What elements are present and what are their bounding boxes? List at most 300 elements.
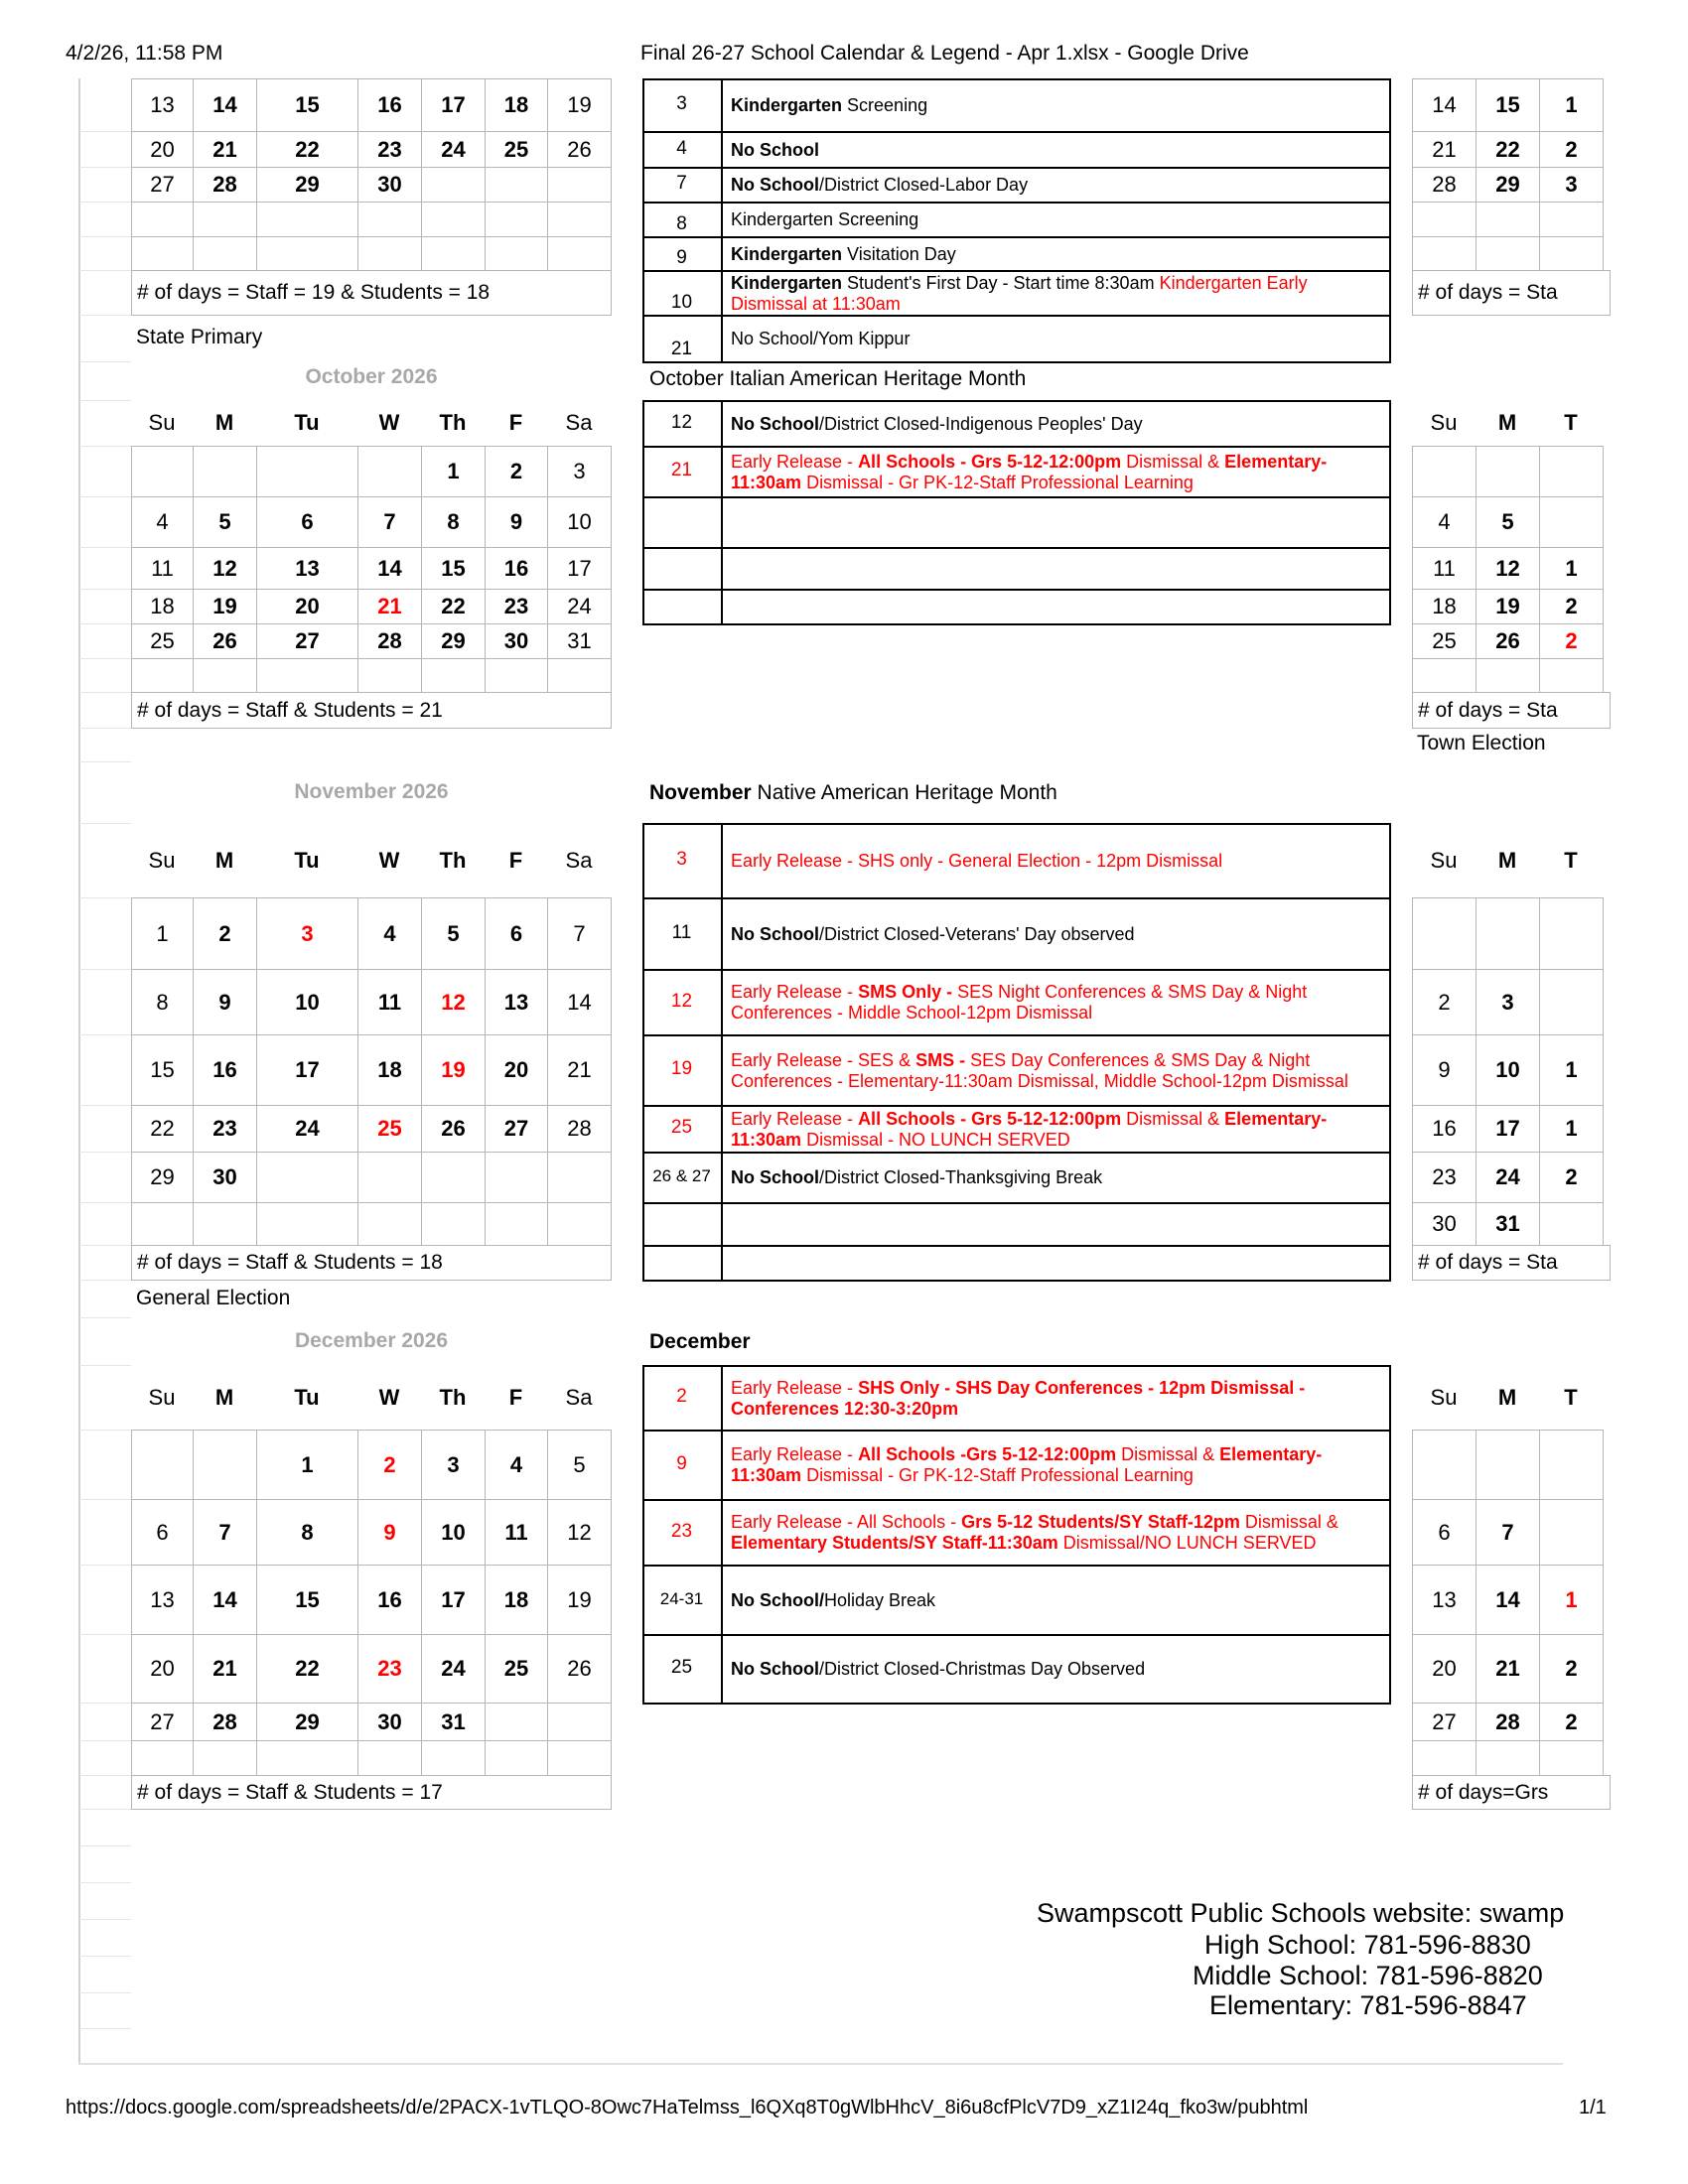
calendar-day-cell: 21: [193, 1634, 257, 1704]
calendar-empty-cell: [485, 1740, 548, 1776]
legend-description-text: [731, 1659, 1145, 1680]
legend-emphasis-text: No School: [731, 1167, 819, 1187]
calendar-day-cell: 25: [357, 1105, 422, 1153]
calendar-day-cell: 14: [1412, 78, 1477, 132]
calendar-note: State Primary: [136, 326, 263, 348]
calendar-day-cell: 27: [131, 1703, 194, 1741]
legend-date: 4: [642, 131, 723, 169]
calendar-note: General Election: [136, 1287, 291, 1309]
calendar-day-cell: 23: [357, 131, 422, 168]
days-count: # of days = Staff = 19 & Students = 18: [131, 270, 612, 316]
legend-text: Dismissal &: [1121, 451, 1225, 472]
weekday-header: F: [508, 1384, 523, 1410]
calendar-day-cell: 3: [421, 1430, 486, 1500]
calendar-day-cell: 18: [485, 78, 548, 132]
legend-description: [723, 1034, 1391, 1107]
weekday-header: Su: [1430, 1384, 1458, 1410]
calendar-day-cell: 2: [193, 897, 257, 970]
calendar-empty-cell: [357, 1740, 422, 1776]
calendar-day-cell: 8: [256, 1499, 358, 1566]
legend-description: [723, 315, 1391, 363]
legend-description-text: [731, 1167, 1102, 1188]
legend-description-text: [731, 851, 1222, 872]
calendar-day-cell: 2: [357, 1430, 422, 1500]
legend-description-text: [731, 452, 1383, 493]
calendar-day-cell: 15: [421, 547, 486, 590]
legend-date: [642, 1202, 723, 1247]
legend-date: [642, 547, 723, 591]
calendar-day-cell: 19: [421, 1034, 486, 1106]
calendar-day-cell: 4: [485, 1430, 548, 1500]
calendar-day-cell: 11: [131, 547, 194, 590]
calendar-empty-cell: [547, 236, 612, 271]
legend-description-text: [731, 95, 927, 116]
sheet-gridline: [79, 547, 131, 548]
sheet-bottom-border: [78, 2063, 1563, 2065]
page-number: 1/1: [1579, 2097, 1607, 2118]
calendar-empty-cell: [547, 202, 612, 237]
sheet-gridline: [79, 2028, 131, 2029]
calendar-empty-cell: [1412, 446, 1477, 497]
calendar-empty-cell: [357, 1152, 422, 1203]
legend-emphasis-text: Kindergarten: [731, 243, 843, 264]
calendar-day-cell: 3: [547, 446, 612, 497]
calendar-day-cell: 24: [421, 131, 486, 168]
legend-description: [723, 589, 1391, 625]
legend-description: [723, 1152, 1391, 1204]
calendar-day-cell: 19: [193, 589, 257, 624]
legend-text: Early Release -: [731, 451, 859, 472]
sheet-gridline: [79, 131, 131, 132]
calendar-day-cell: 15: [256, 78, 358, 132]
calendar-day-cell: 8: [131, 969, 194, 1035]
calendar-note: Town Election: [1417, 732, 1546, 754]
calendar-day-cell: 1: [1539, 547, 1604, 590]
calendar-day-cell: 28: [547, 1105, 612, 1153]
calendar-day-cell: 18: [485, 1565, 548, 1635]
calendar-day-cell: 5: [193, 496, 257, 548]
calendar-day-cell: 20: [131, 1634, 194, 1704]
calendar-day-cell: 29: [256, 167, 358, 203]
weekday-header: Sa: [565, 847, 593, 873]
legend-date: 23: [642, 1499, 723, 1567]
days-count: # of days = Sta: [1412, 692, 1611, 729]
legend-description-text: [731, 414, 1143, 435]
calendar-day-cell: 12: [193, 547, 257, 590]
legend-description-text: [731, 1590, 935, 1611]
calendar-day-cell: 31: [1476, 1202, 1540, 1246]
calendar-day-cell: 21: [357, 589, 422, 624]
legend-text: Kindergarten Early Dismissal at 11:30am: [731, 272, 1308, 314]
calendar-day-cell: 1: [1539, 1034, 1604, 1106]
legend-heading: December: [649, 1330, 751, 1353]
legend-description-text: [731, 209, 918, 230]
weekday-header: Tu: [294, 847, 320, 873]
calendar-empty-cell: [193, 1430, 257, 1500]
calendar-day-cell: 30: [485, 623, 548, 659]
legend-description-text: [731, 1512, 1383, 1554]
legend-date: 11: [642, 897, 723, 971]
calendar-day-cell: 15: [131, 1034, 194, 1106]
calendar-empty-cell: [357, 658, 422, 693]
calendar-day-cell: 13: [1412, 1565, 1477, 1635]
calendar-day-cell: 26: [547, 1634, 612, 1704]
days-count: # of days = Staff & Students = 17: [131, 1775, 612, 1810]
sheet-gridline: [79, 1365, 131, 1366]
legend-date: 2: [642, 1365, 723, 1432]
calendar-day-cell: 25: [131, 623, 194, 659]
calendar-day-cell: 10: [1476, 1034, 1540, 1106]
calendar-empty-cell: [357, 202, 422, 237]
legend-text: Dismissal &: [1239, 1512, 1338, 1532]
calendar-day-cell: 6: [131, 1499, 194, 1566]
middle-school-phone: Middle School: 781-596-8820: [1193, 1961, 1543, 1990]
legend-text: /District Closed-Labor Day: [819, 175, 1029, 195]
legend-emphasis-text: Elementary-11:30am: [731, 451, 1328, 492]
calendar-empty-cell: [485, 167, 548, 203]
legend-emphasis-text: No School: [731, 175, 819, 195]
calendar-empty-cell: [547, 1152, 612, 1203]
sheet-gridline: [79, 1034, 131, 1035]
legend-description: [723, 167, 1391, 204]
calendar-day-cell: 12: [421, 969, 486, 1035]
weekday-header: Th: [439, 410, 467, 435]
calendar-day-cell: 3: [1476, 969, 1540, 1035]
legend-text: SES Day Conferences & SMS Day & Night Conferences - Elementary-11:30am Dismissal, Middle School-12pm Dismissal: [731, 1049, 1348, 1091]
legend-description-text: [731, 1109, 1383, 1151]
calendar-day-cell: 22: [131, 1105, 194, 1153]
calendar-day-cell: 13: [131, 1565, 194, 1635]
weekday-header: F: [508, 847, 523, 873]
calendar-day-cell: 15: [256, 1565, 358, 1635]
weekday-header: W: [378, 410, 400, 435]
calendar-day-cell: 1: [1539, 1565, 1604, 1635]
legend-emphasis-text: Grs 5-12 Students/SY Staff-12pm: [961, 1512, 1240, 1532]
sheet-gridline: [79, 728, 131, 729]
days-count: # of days = Sta: [1412, 270, 1611, 316]
legend-date: 7: [642, 167, 723, 204]
print-datetime: 4/2/26, 11:58 PM: [66, 42, 223, 65]
legend-date: [642, 1245, 723, 1282]
calendar-day-cell: 5: [1476, 496, 1540, 548]
calendar-day-cell: 16: [357, 78, 422, 132]
calendar-day-cell: 29: [131, 1152, 194, 1203]
calendar-day-cell: 22: [256, 1634, 358, 1704]
legend-date: 21: [642, 446, 723, 498]
legend-description: [723, 969, 1391, 1036]
calendar-day-cell: 12: [547, 1499, 612, 1566]
calendar-day-cell: 26: [193, 623, 257, 659]
legend-heading: October Italian American Heritage Month: [649, 367, 1027, 390]
legend-description: [723, 547, 1391, 591]
calendar-empty-cell: [131, 236, 194, 271]
sheet-gridline: [79, 1245, 131, 1246]
print-url[interactable]: https://docs.google.com/spreadsheets/d/e/2PACX-1vTLQO-8Owc7HaTelmss_l6QXq8T0gWlbHhcV_8i6u8cfPlcV7D9_xZ1I24q_fko3w/pubhtml: [66, 2097, 1309, 2118]
legend-emphasis-text: Kindergarten: [731, 95, 843, 115]
legend-description: [723, 1499, 1391, 1567]
sheet-gridline: [79, 315, 131, 316]
calendar-day-cell: 21: [547, 1034, 612, 1106]
calendar-day-cell: 28: [1476, 1703, 1540, 1741]
calendar-empty-cell: [1539, 1740, 1604, 1776]
calendar-empty-cell: [421, 658, 486, 693]
legend-date: [642, 496, 723, 549]
weekday-header: Sa: [565, 1384, 593, 1410]
calendar-day-cell: 4: [1412, 496, 1477, 548]
legend-text: Early Release -: [731, 1444, 859, 1464]
legend-description: [723, 897, 1391, 971]
calendar-day-cell: 14: [193, 78, 257, 132]
sheet-gridline: [79, 1634, 131, 1635]
document-title: Final 26-27 School Calendar & Legend - Apr 1.xlsx - Google Drive: [640, 42, 1249, 65]
calendar-day-cell: 30: [1412, 1202, 1477, 1246]
sheet-left-border: [78, 78, 80, 2064]
calendar-day-cell: 2: [1539, 1703, 1604, 1741]
sheet-gridline: [79, 1740, 131, 1741]
calendar-empty-cell: [131, 202, 194, 237]
calendar-day-cell: 20: [131, 131, 194, 168]
calendar-empty-cell: [1539, 897, 1604, 970]
legend-date: 25: [642, 1634, 723, 1705]
sheet-gridline: [79, 400, 131, 401]
weekday-header: M: [1497, 410, 1517, 435]
calendar-day-cell: 3: [1539, 167, 1604, 203]
weekday-header: W: [378, 847, 400, 873]
weekday-header: W: [378, 1384, 400, 1410]
calendar-day-cell: 9: [193, 969, 257, 1035]
legend-description-text: [731, 1050, 1383, 1092]
calendar-empty-cell: [1476, 1740, 1540, 1776]
calendar-day-cell: 1: [256, 1430, 358, 1500]
calendar-empty-cell: [1539, 1202, 1604, 1246]
legend-date: 24-31: [642, 1565, 723, 1636]
calendar-empty-cell: [193, 236, 257, 271]
calendar-day-cell: 14: [1476, 1565, 1540, 1635]
calendar-day-cell: 6: [1412, 1499, 1477, 1566]
elementary-phone: Elementary: 781-596-8847: [1209, 1990, 1527, 2020]
legend-text: /District Closed-Indigenous Peoples' Day: [819, 413, 1143, 434]
calendar-day-cell: 9: [485, 496, 548, 548]
calendar-day-cell: 1: [1539, 1105, 1604, 1153]
calendar-empty-cell: [131, 658, 194, 693]
calendar-day-cell: 27: [131, 167, 194, 203]
legend-description: [723, 446, 1391, 498]
sheet-gridline: [79, 1882, 131, 1883]
legend-description-text: [731, 982, 1383, 1024]
legend-description-text: [731, 244, 956, 265]
legend-date: 21: [642, 315, 723, 363]
sheet-gridline: [79, 236, 131, 237]
legend-date: 8: [642, 202, 723, 238]
calendar-day-cell: 11: [357, 969, 422, 1035]
sheet-gridline: [79, 1499, 131, 1500]
calendar-day-cell: 9: [1412, 1034, 1477, 1106]
legend-emphasis-text: SMS Only -: [858, 982, 953, 1002]
calendar-day-cell: 29: [421, 623, 486, 659]
legend-text: Student's First Day - Start time 8:30am: [842, 272, 1160, 293]
legend-date: 19: [642, 1034, 723, 1107]
calendar-day-cell: 28: [193, 167, 257, 203]
calendar-day-cell: 24: [547, 589, 612, 624]
calendar-day-cell: 6: [485, 897, 548, 970]
calendar-day-cell: 25: [1412, 623, 1477, 659]
sheet-gridline: [79, 1202, 131, 1203]
calendar-day-cell: 31: [547, 623, 612, 659]
sheet-gridline: [79, 589, 131, 590]
calendar-empty-cell: [1412, 202, 1477, 237]
calendar-day-cell: 10: [547, 496, 612, 548]
sheet-gridline: [79, 496, 131, 497]
calendar-day-cell: 16: [193, 1034, 257, 1106]
calendar-day-cell: 17: [547, 547, 612, 590]
sheet-gridline: [79, 361, 131, 362]
calendar-day-cell: 23: [485, 589, 548, 624]
weekday-header: M: [214, 847, 234, 873]
calendar-day-cell: 30: [193, 1152, 257, 1203]
calendar-day-cell: 10: [256, 969, 358, 1035]
legend-date: 9: [642, 236, 723, 272]
calendar-day-cell: 13: [256, 547, 358, 590]
weekday-header: F: [508, 410, 523, 435]
sheet-gridline: [79, 761, 131, 762]
calendar-empty-cell: [1539, 446, 1604, 497]
calendar-empty-cell: [421, 1740, 486, 1776]
legend-description: [723, 78, 1391, 133]
calendar-empty-cell: [256, 236, 358, 271]
calendar-empty-cell: [1539, 202, 1604, 237]
website-line: Swampscott Public Schools website: swamp: [1037, 1898, 1565, 1928]
days-count: # of days = Staff & Students = 18: [131, 1245, 612, 1281]
legend-text: Early Release -: [731, 1108, 859, 1129]
calendar-day-cell: 7: [547, 897, 612, 970]
calendar-empty-cell: [357, 236, 422, 271]
days-count: # of days=Grs: [1412, 1775, 1611, 1810]
legend-description: [723, 1245, 1391, 1282]
month-title: November 2026: [294, 780, 449, 803]
legend-date: [642, 589, 723, 625]
calendar-empty-cell: [485, 1703, 548, 1741]
calendar-day-cell: 29: [1476, 167, 1540, 203]
calendar-day-cell: 13: [485, 969, 548, 1035]
calendar-day-cell: 28: [1412, 167, 1477, 203]
legend-emphasis-text: All Schools -Grs 5-12-12:00pm: [858, 1444, 1117, 1464]
calendar-day-cell: 10: [421, 1499, 486, 1566]
calendar-day-cell: 2: [485, 446, 548, 497]
sheet-gridline: [79, 1317, 131, 1318]
calendar-empty-cell: [1476, 1430, 1540, 1500]
calendar-empty-cell: [421, 1152, 486, 1203]
legend-text: Early Release - SHS only - General Election - 12pm Dismissal: [731, 851, 1223, 871]
calendar-day-cell: 18: [1412, 589, 1477, 624]
calendar-day-cell: 21: [1476, 1634, 1540, 1704]
calendar-empty-cell: [1539, 236, 1604, 271]
legend-heading: [649, 781, 1057, 805]
sheet-gridline: [79, 1280, 131, 1281]
calendar-day-cell: 2: [1539, 131, 1604, 168]
legend-date: 12: [642, 969, 723, 1036]
calendar-day-cell: 2: [1412, 969, 1477, 1035]
calendar-empty-cell: [421, 202, 486, 237]
next-calendar-column-clipped: [1408, 69, 1578, 1846]
legend-date: 12: [642, 400, 723, 448]
calendar-day-cell: 16: [485, 547, 548, 590]
legend-description: [723, 202, 1391, 238]
calendar-day-cell: 31: [421, 1703, 486, 1741]
calendar-day-cell: 18: [357, 1034, 422, 1106]
calendar-day-cell: 22: [421, 589, 486, 624]
calendar-day-cell: 1: [421, 446, 486, 497]
calendar-empty-cell: [256, 202, 358, 237]
calendar-day-cell: 5: [421, 897, 486, 970]
calendar-day-cell: 21: [193, 131, 257, 168]
calendar-empty-cell: [1412, 236, 1477, 271]
calendar-day-cell: 7: [357, 496, 422, 548]
calendar-empty-cell: [421, 236, 486, 271]
weekday-header: Su: [1430, 410, 1458, 435]
legend-description-text: [731, 1378, 1383, 1420]
calendar-empty-cell: [1476, 658, 1540, 693]
legend-emphasis-text: No School: [731, 923, 819, 944]
weekday-header: M: [214, 410, 234, 435]
weekday-header: Tu: [294, 1384, 320, 1410]
days-count: # of days = Staff & Students = 21: [131, 692, 612, 729]
weekday-header: Su: [148, 1384, 176, 1410]
legend-text: Dismissal - NO LUNCH SERVED: [801, 1129, 1070, 1150]
calendar-day-cell: 20: [1412, 1634, 1477, 1704]
calendar-day-cell: 27: [256, 623, 358, 659]
legend-text: Early Release -: [731, 982, 859, 1002]
legend-text: Visitation Day: [842, 243, 956, 264]
calendar-empty-cell: [131, 1430, 194, 1500]
legend-text: Kindergarten Screening: [731, 209, 919, 229]
legend-description-text: [731, 1444, 1383, 1486]
legend-description: [723, 1634, 1391, 1705]
calendar-empty-cell: [193, 446, 257, 497]
legend-description: [723, 1105, 1391, 1154]
legend-date: 25: [642, 1105, 723, 1154]
calendar-day-cell: 14: [357, 547, 422, 590]
calendar-empty-cell: [1412, 1430, 1477, 1500]
legend-emphasis-text: Elementary Students/SY Staff-11:30am: [731, 1533, 1058, 1553]
calendar-day-cell: 22: [1476, 131, 1540, 168]
sheet-gridline: [79, 969, 131, 970]
calendar-empty-cell: [547, 658, 612, 693]
calendar-empty-cell: [485, 658, 548, 693]
legend-text: SES Night Conferences & SMS Day & Night Conferences - Middle School-12pm Dismissal: [731, 982, 1308, 1023]
calendar-day-cell: 3: [256, 897, 358, 970]
weekday-header: Sa: [565, 410, 593, 435]
calendar-day-cell: 29: [256, 1703, 358, 1741]
legend-description-text: [731, 273, 1383, 315]
days-count: # of days = Sta: [1412, 1245, 1611, 1281]
calendar-day-cell: 2: [1539, 589, 1604, 624]
calendar-empty-cell: [1476, 446, 1540, 497]
calendar-empty-cell: [256, 1152, 358, 1203]
calendar-empty-cell: [1539, 658, 1604, 693]
calendar-day-cell: 14: [193, 1565, 257, 1635]
calendar-day-cell: 2: [1539, 1152, 1604, 1203]
high-school-phone: High School: 781-596-8830: [1204, 1930, 1531, 1960]
legend-emphasis-text: All Schools - Grs 5-12-12:00pm: [858, 451, 1122, 472]
calendar-day-cell: 18: [131, 589, 194, 624]
calendar-day-cell: 11: [485, 1499, 548, 1566]
calendar-day-cell: 4: [131, 496, 194, 548]
calendar-day-cell: 24: [421, 1634, 486, 1704]
legend-description: [723, 236, 1391, 272]
calendar-empty-cell: [421, 1202, 486, 1246]
calendar-day-cell: 17: [256, 1034, 358, 1106]
calendar-day-cell: 16: [1412, 1105, 1477, 1153]
